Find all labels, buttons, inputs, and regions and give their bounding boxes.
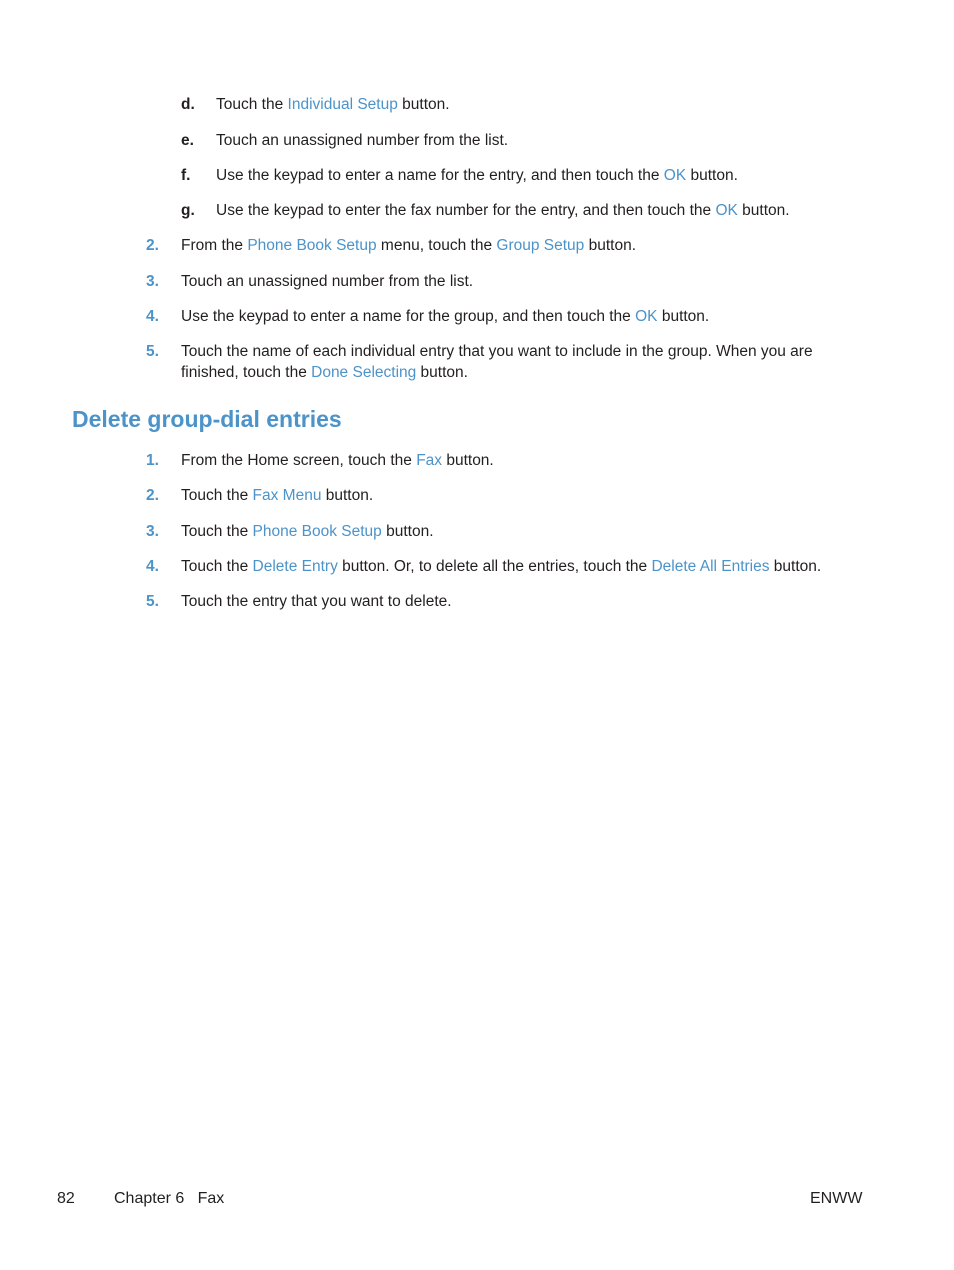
step-text [181, 485, 373, 506]
step-number: d. [181, 96, 195, 113]
step-number: e. [181, 132, 194, 149]
ui-control-reference: Fax Menu [252, 487, 322, 504]
page-number: 82 [57, 1190, 75, 1207]
text-fragment: button. [381, 523, 434, 540]
text-fragment: button. [321, 487, 374, 504]
section-heading: Delete group-dial entries [72, 406, 342, 432]
text-fragment: Touch the [216, 96, 288, 113]
step-number: 5. [146, 343, 159, 360]
step-text [216, 94, 450, 115]
text-fragment: From the Home screen, touch the [181, 452, 417, 469]
ui-control-reference: Phone Book Setup [252, 523, 382, 540]
step-text [181, 362, 468, 383]
step-text [181, 450, 494, 471]
ui-control-reference: Done Selecting [311, 364, 417, 381]
ui-control-reference: OK [635, 308, 658, 325]
text-fragment: button. Or, to delete all the entries, touch the [337, 558, 652, 575]
ui-control-reference: Phone Book Setup [247, 237, 377, 254]
step-number: 1. [146, 452, 159, 469]
text-fragment: button. [657, 308, 710, 325]
step-number: g. [181, 202, 195, 219]
step-number: 3. [146, 523, 159, 540]
text-fragment: Touch the entry that you want to delete. [181, 593, 452, 610]
step-number: 2. [146, 487, 159, 504]
text-fragment: From the [181, 237, 248, 254]
ui-control-reference: OK [715, 202, 738, 219]
ui-control-reference: Group Setup [496, 237, 585, 254]
text-fragment: button. [397, 96, 450, 113]
text-fragment: Touch the [181, 523, 253, 540]
ui-control-reference: Delete All Entries [651, 558, 770, 575]
text-fragment: button. [686, 167, 738, 184]
text-fragment: Use the keypad to enter a name for the entry, and then touch the [216, 167, 664, 184]
ui-control-reference: OK [663, 167, 687, 184]
step-text [216, 130, 508, 151]
text-fragment: finished, touch the [181, 364, 312, 381]
text-fragment: button. [416, 364, 468, 381]
step-text [216, 200, 790, 221]
text-fragment: button. [769, 558, 822, 575]
step-text [181, 556, 821, 577]
step-number: 3. [146, 273, 159, 290]
text-fragment: Touch the [181, 558, 253, 575]
text-fragment: menu, touch the [376, 237, 497, 254]
text-fragment: Touch the [181, 487, 253, 504]
step-text [181, 306, 709, 327]
text-fragment: Touch an unassigned number from the list. [181, 273, 474, 290]
text-fragment: button. [737, 202, 790, 219]
text-fragment: Touch an unassigned number from the list. [216, 132, 509, 149]
brand-label: ENWW [810, 1190, 863, 1207]
step-number: 2. [146, 237, 159, 254]
step-number: 5. [146, 593, 159, 610]
step-number: f. [181, 167, 191, 184]
step-text [216, 165, 738, 186]
step-number: 4. [146, 558, 159, 575]
step-number: 4. [146, 308, 159, 325]
text-fragment: Use the keypad to enter the fax number for the entry, and then touch the [216, 202, 716, 219]
step-text [181, 235, 636, 256]
step-text [181, 271, 473, 292]
step-text [181, 591, 452, 612]
text-fragment: button. [584, 237, 637, 254]
text-fragment: button. [442, 452, 494, 469]
ui-control-reference: Individual Setup [287, 96, 398, 113]
chapter-label: Chapter 6 Fax [114, 1190, 225, 1207]
ui-control-reference: Delete Entry [252, 558, 338, 575]
step-text [181, 521, 434, 542]
text-fragment: Use the keypad to enter a name for the group, and then touch the [181, 308, 636, 325]
text-fragment: Touch the name of each individual entry that you want to include in the group. When you are [181, 343, 813, 360]
ui-control-reference: Fax [416, 452, 443, 469]
step-text [181, 341, 813, 362]
